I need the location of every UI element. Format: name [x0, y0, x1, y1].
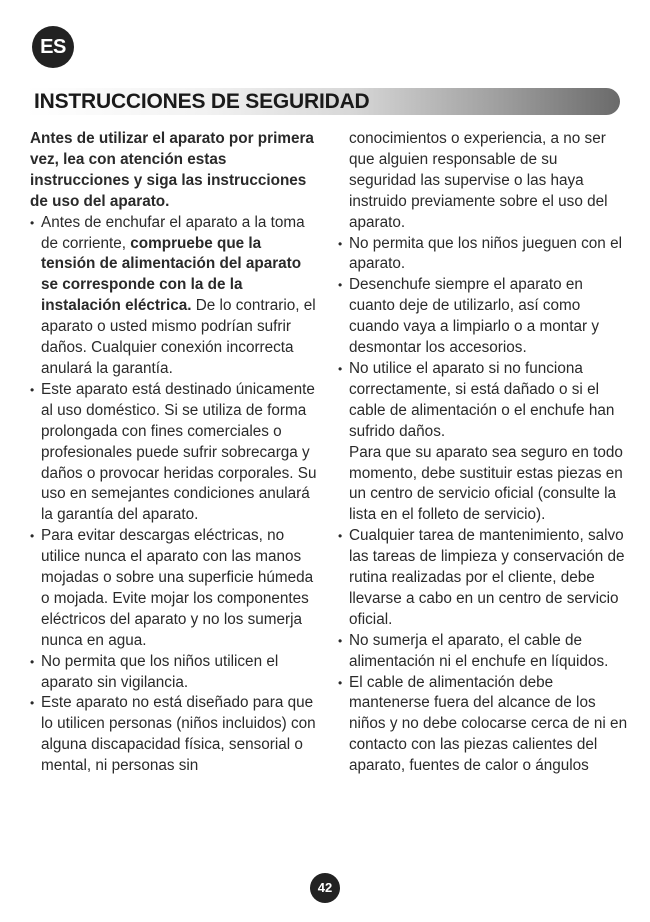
- bullet-voltage-check: [30, 213, 318, 380]
- bullet-power-cable: • El cable de alimentación debe mantenerse fuera del alcance de los niños y no debe colocarse cerca de ni en contacto con las piezas calientes del aparato, fuentes de calor o ángulos: [338, 673, 628, 778]
- bullet-unplug: • Desenchufe siempre el aparato en cuanto deje de utilizarlo, así como cuando vaya a limpiarlo o a montar y desmontar los accesorios.: [338, 275, 628, 359]
- right-column: [338, 129, 628, 777]
- bullet-maintenance: • Cualquier tarea de mantenimiento, salvo las tareas de limpieza y conservación de rutina realizadas por el cliente, debe llevarse a cabo en un centro de servicio oficial.: [338, 526, 628, 631]
- language-badge: ES: [32, 26, 74, 68]
- intro-paragraph: Antes de utilizar el aparato por primera vez, lea con atención estas instrucciones y siga las instrucciones de uso del aparato.: [30, 130, 314, 210]
- bullet-electric-shock: • Para evitar descargas eléctricas, no utilice nunca el aparato con las manos mojadas o sobre una superficie húmeda o mojada. Evite mojar los componentes eléctricos del aparato y no los sumerja nunca en agua.: [30, 526, 318, 651]
- section-title: INSTRUCCIONES DE SEGURIDAD: [34, 90, 370, 113]
- bullet-voltage-pre: Antes de enchufar el aparato a la toma de corriente,: [41, 213, 305, 252]
- bullet-voltage-post: De lo contrario, el aparato o usted mismo podrían sufrir daños. Cualquier conexión incorrecta anulará la garantía.: [41, 297, 316, 377]
- service-center-note: Para que su aparato sea seguro en todo momento, debe sustituir estas piezas en un centro de servicio oficial (consulte la lista en el folleto de servicio).: [349, 443, 623, 524]
- bullet-children-play: • No permita que los niños jueguen con el aparato.: [338, 234, 628, 276]
- bullet-children-supervision: • No permita que los niños utilicen el aparato sin vigilancia.: [30, 652, 318, 694]
- section-title-bar: [26, 88, 620, 115]
- left-column: [30, 129, 318, 777]
- page-number: 42: [310, 873, 340, 903]
- bullet-no-immersion: • No sumerja el aparato, el cable de alimentación ni el enchufe en líquidos.: [338, 631, 628, 673]
- bullet-damaged-appliance: • No utilice el aparato si no funciona correctamente, si está dañado o si el cable de alimentación o el enchufe han sufrido daños.: [338, 359, 628, 443]
- bullet-voltage-bold: compruebe que la tensión de alimentación del aparato se corresponde con la de la instalación eléctrica.: [41, 234, 302, 315]
- bullet-domestic-use: • Este aparato está destinado únicamente al uso doméstico. Si se utiliza de forma prolongada con fines comerciales o profesionales puede sufrir sobrecarga y daños o provocar heridas corporales. Su uso en semejantes condiciones anulará la garantía del aparato.: [30, 380, 318, 526]
- continued-paragraph: conocimientos o experiencia, a no ser que alguien responsable de su seguridad las supervise o las haya instruido previamente sobre el uso del aparato.: [349, 130, 608, 231]
- bullet-reduced-capabilities: • Este aparato no está diseñado para que lo utilicen personas (niños incluidos) con alguna discapacidad física, sensorial o mental, ni personas sin: [30, 693, 318, 777]
